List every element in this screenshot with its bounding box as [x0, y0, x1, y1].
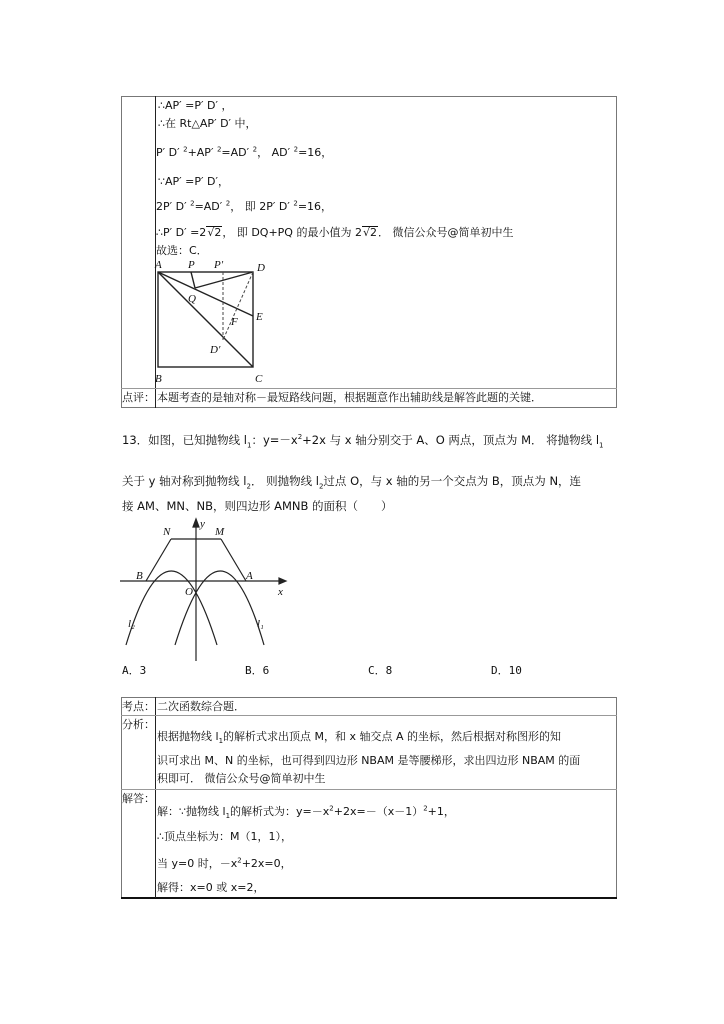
label-B: B	[155, 373, 162, 385]
text-segment: 的解析式求出顶点 M，和 x 轴交点 A 的坐标，然后根据对称图形的知	[223, 730, 562, 743]
label-l1: l₁	[257, 618, 264, 630]
exponent: 2	[293, 145, 299, 154]
comment-label: 点评：	[122, 391, 155, 404]
label-P-prime: P′	[214, 259, 224, 271]
radicand: 2	[369, 226, 377, 239]
table-row-divider	[121, 789, 617, 790]
option-b[interactable]: B．6	[245, 664, 270, 677]
subscript: 2	[246, 482, 251, 491]
jieda-line	[157, 857, 292, 871]
exponent: 2	[293, 199, 298, 208]
solution-line	[156, 146, 332, 160]
table-column-divider	[155, 697, 156, 898]
subscript: 1	[225, 812, 231, 821]
label-F: F	[231, 316, 238, 328]
label-M: M	[215, 526, 225, 538]
label-N: N	[163, 526, 171, 538]
solution-line: ∴AP′ =P′ D′ ，	[158, 99, 233, 112]
subscript: 2	[318, 482, 324, 491]
text-segment: 过点 O，与 x 轴的另一个交点为 B，顶点为 N，连	[323, 474, 582, 488]
y-axis-label: y	[200, 518, 205, 530]
exponent: 2	[329, 804, 334, 813]
label-A: A	[246, 570, 253, 582]
solution-line: ∴在 Rt△AP′ D′ 中，	[158, 117, 257, 130]
text-segment: ． 微信公众号@简单初中生	[377, 226, 514, 239]
exponent: 2	[237, 856, 242, 865]
label-E: E	[256, 311, 263, 323]
text-segment: ∴P′ D′ =2	[156, 226, 207, 239]
text-segment: ， 即 DQ+PQ 的最小值为 2	[222, 226, 362, 239]
exponent: 2	[423, 804, 428, 813]
text-segment: 2P′ D′	[156, 200, 191, 213]
exponent: 2	[225, 199, 231, 208]
label-C: C	[255, 373, 263, 385]
x-axis-label: x	[278, 586, 283, 598]
label-A: A	[155, 259, 162, 271]
exponent: 2	[190, 199, 195, 208]
label-l2: l₂	[128, 618, 135, 630]
label-B: B	[136, 570, 143, 582]
text-segment: +2x 与 x 轴分别交于 A、O 两点，顶点为 M． 将抛物线 l	[302, 433, 600, 447]
label-O: O	[185, 586, 193, 598]
exponent: 2	[216, 145, 222, 154]
text-segment: =16，	[298, 146, 333, 159]
comment-text: 本题考查的是轴对称－最短路线问题，根据题意作出辅助线是解答此题的关键．	[157, 391, 542, 404]
subscript: 1	[246, 441, 252, 450]
jieda-line: 解得：x=0 或 x=2，	[157, 881, 265, 894]
subscript: 1	[218, 737, 224, 746]
fenxi-label: 分析：	[122, 718, 155, 731]
table-row-divider	[121, 388, 617, 389]
option-d[interactable]: D．10	[491, 664, 522, 677]
fenxi-line: 积即可． 微信公众号@简单初中生	[157, 772, 326, 785]
solution-line	[156, 200, 332, 214]
text-segment: 根据抛物线 l	[157, 730, 219, 743]
sqrt-symbol: √2	[362, 226, 377, 239]
text-segment: +1，	[427, 805, 455, 818]
question-13-line2	[122, 474, 582, 491]
text-segment: 13．如图，已知抛物线 l	[122, 433, 247, 447]
radicand: 2	[214, 226, 222, 239]
label-D-prime: D′	[210, 344, 221, 356]
jieda-line: ∴顶点坐标为：M（1，1），	[157, 830, 292, 843]
text-segment: 关于 y 轴对称到抛物线 l	[122, 474, 247, 488]
geometry-figure-square	[150, 258, 280, 388]
option-a[interactable]: A．3	[122, 664, 147, 677]
exponent: 2	[183, 145, 188, 154]
exponent: 2	[252, 145, 258, 154]
text-segment: =AD′	[194, 200, 226, 213]
table-bottom-border	[121, 897, 617, 899]
option-c[interactable]: C．8	[368, 664, 393, 677]
text-segment: =AD′	[221, 146, 253, 159]
text-segment: +AP′	[187, 146, 217, 159]
text-segment: P′ D′	[156, 146, 184, 159]
fenxi-line: 识可求出 M、N 的坐标，也可得到四边形 NBAM 是等腰梯形，求出四边形 NBAM 的面	[157, 754, 581, 767]
label-P: P	[188, 259, 195, 271]
question-13-line3: 接 AM、MN、NB，则四边形 AMNB 的面积（ ）	[122, 499, 393, 513]
text-segment: +2x=0，	[241, 857, 292, 870]
text-segment: ． 则抛物线 l	[250, 474, 319, 488]
text-segment: =16，	[297, 200, 333, 213]
exponent: 2	[297, 433, 303, 442]
kaodian-text: 二次函数综合题．	[157, 700, 245, 713]
text-segment: 解：∵抛物线 l	[157, 805, 226, 818]
fenxi-line	[157, 730, 561, 744]
text-segment: 当 y=0 时，－x	[157, 857, 238, 870]
label-Q: Q	[188, 293, 196, 305]
question-13-line1	[122, 433, 604, 450]
sqrt-symbol: √2	[207, 226, 222, 239]
label-D: D	[257, 262, 265, 274]
text-segment: ， 即 2P′ D′	[230, 200, 294, 213]
text-segment: +2x=－（x－1）	[333, 805, 424, 818]
kaodian-label: 考点：	[122, 700, 155, 713]
solution-line: 故选：C．	[156, 244, 208, 257]
parabola-graph	[118, 515, 293, 665]
solution-line	[156, 226, 513, 240]
table-row-divider	[121, 715, 617, 716]
text-segment: 的解析式为：y=－x	[230, 805, 330, 818]
text-segment: ， AD′	[257, 146, 294, 159]
solution-line: ∵AP′ =P′ D′，	[158, 175, 229, 188]
text-segment: ：y=－x	[251, 433, 298, 447]
jieda-line	[157, 805, 455, 819]
subscript: 1	[599, 441, 604, 450]
jieda-label: 解答：	[122, 792, 155, 805]
